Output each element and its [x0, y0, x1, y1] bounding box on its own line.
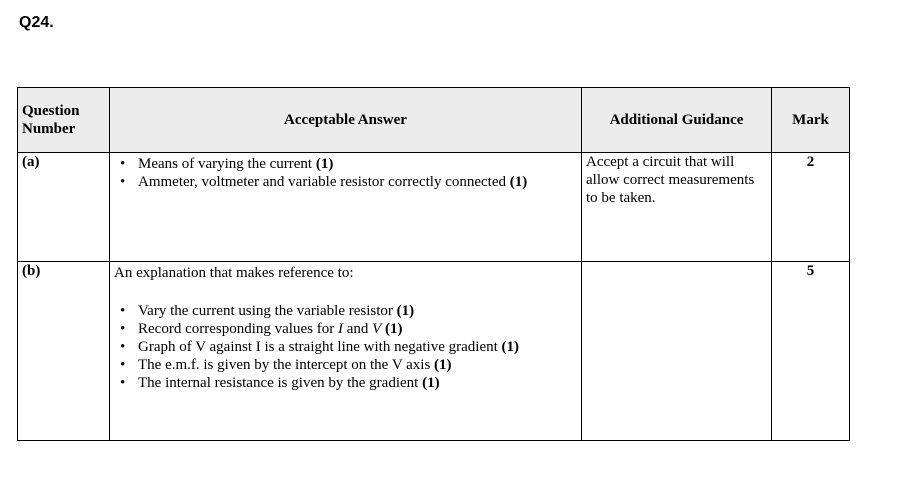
answer-text: Vary the current using the variable resistor [138, 303, 397, 319]
header-row [18, 88, 850, 153]
answer-text: The internal resistance is given by the gradient [138, 375, 423, 391]
answer-mark: (1) [385, 321, 403, 337]
mark-scheme-table [17, 87, 850, 441]
answer-list [114, 155, 577, 191]
answer-intro: An explanation that makes reference to: [114, 265, 354, 281]
header-acceptable-answer: Acceptable Answer [110, 88, 582, 153]
answer-text: Record corresponding values for [138, 321, 338, 337]
guidance-cell: Accept a circuit that will allow correct measurements to be taken. [582, 153, 772, 262]
answer-mark: (1) [422, 375, 440, 391]
list-item [114, 356, 577, 374]
voltage-symbol: V [372, 321, 382, 337]
answer-mark: (1) [434, 357, 452, 373]
header-mark: Mark [772, 88, 850, 153]
answer-text: Means of varying the current [138, 156, 316, 172]
list-item [114, 302, 577, 320]
answer-mark: (1) [396, 303, 415, 319]
answer-mark: (1) [509, 174, 528, 190]
answer-text: Ammeter, voltmeter and variable resistor correctly connected [138, 174, 510, 190]
answer-text: Graph of V against I is a straight line with negative gradient [138, 339, 502, 355]
answer-text: and [342, 321, 373, 337]
answer-cell [110, 262, 582, 441]
current-symbol: I [337, 321, 343, 337]
table-row [18, 153, 850, 262]
table-row [18, 262, 850, 441]
answer-mark: (1) [501, 339, 520, 355]
header-question-number: Question Number [18, 88, 110, 153]
mark-value: 5 [772, 262, 850, 441]
list-item [114, 320, 577, 338]
answer-cell [110, 153, 582, 262]
question-label: Q24. [19, 14, 54, 31]
list-item [114, 173, 577, 191]
part-label: (a) [18, 153, 110, 262]
guidance-cell [582, 262, 772, 441]
answer-list [114, 302, 577, 392]
part-label: (b) [18, 262, 110, 441]
mark-value: 2 [772, 153, 850, 262]
list-item [114, 374, 577, 392]
answer-text: The e.m.f. is given by the intercept on the V axis [138, 357, 435, 373]
list-item [114, 155, 577, 173]
list-item [114, 338, 577, 356]
header-additional-guidance: Additional Guidance [582, 88, 772, 153]
answer-mark: (1) [315, 156, 334, 172]
